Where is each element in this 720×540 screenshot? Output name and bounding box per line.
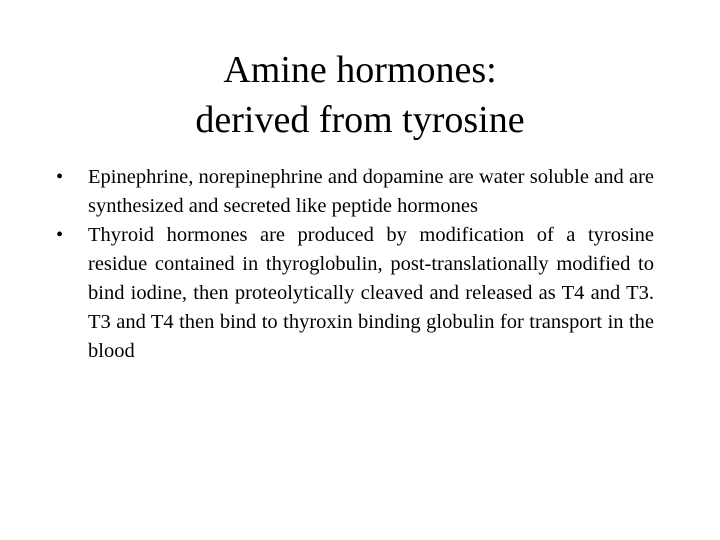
bullet-item: [56, 163, 654, 221]
bullet-list: [56, 163, 654, 366]
title-line-1: Amine hormones:: [223, 49, 497, 91]
bullet-item: [56, 221, 654, 366]
slide-title: [0, 45, 720, 145]
bullet-text: Epinephrine, norepinephrine and dopamine are water soluble and are synthesized and secreted like peptide hormones: [88, 166, 654, 217]
bullet-text: Thyroid hormones are produced by modification of a tyrosine residue contained in thyroglobulin, post-translationally modified to bind iodine, then proteolytically cleaved and released as T4 and T3. T3 and T4 then bind to thyroxin binding globulin for transport in the blood: [88, 224, 654, 362]
bullet-icon: •: [56, 166, 64, 188]
bullet-icon: •: [56, 224, 64, 246]
title-line-2: derived from tyrosine: [195, 99, 525, 141]
